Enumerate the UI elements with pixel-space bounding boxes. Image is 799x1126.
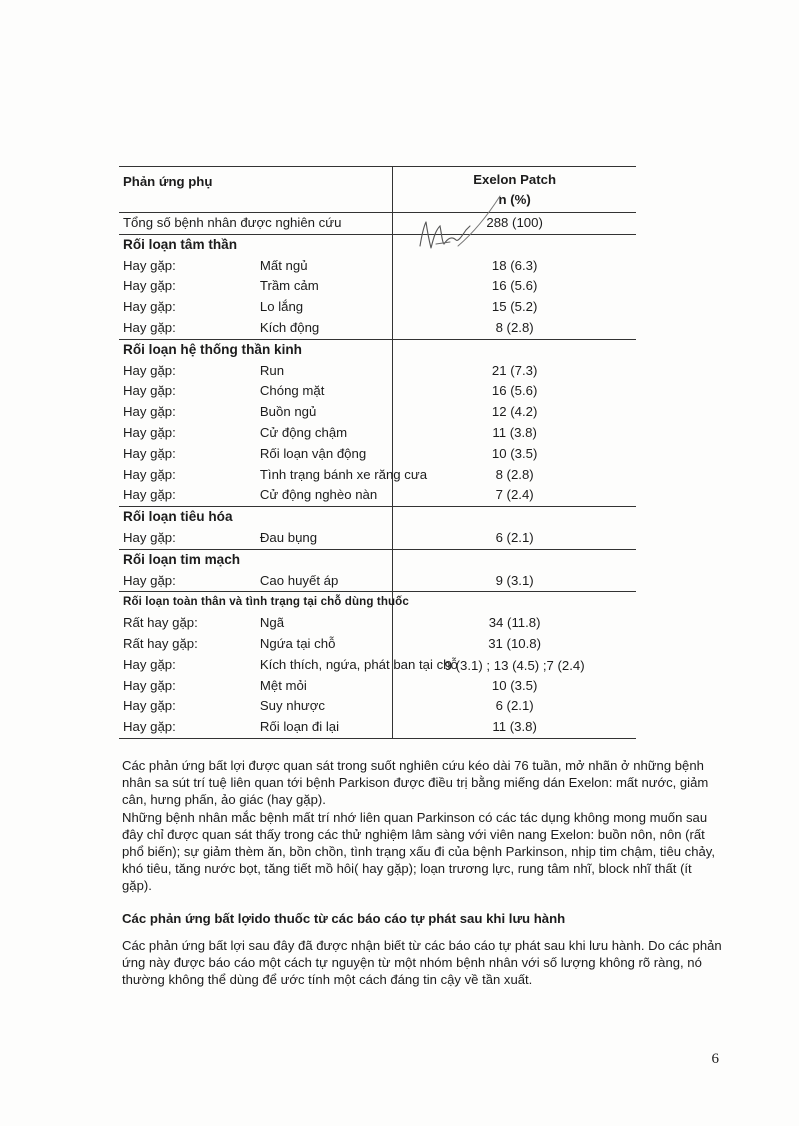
table-row [119,318,636,339]
frequency-cell: Hay gặp: [123,487,176,503]
value-cell: 7 (2.4) [393,485,636,506]
value-cell: 9 (3.1) ; 13 (4.5) ;7 (2.4) [393,655,636,676]
header-column-unit: n (%) [498,192,531,207]
reaction-cell: Kích thích, ngứa, phát ban tại chỗ [259,656,458,672]
reaction-cell: Buồn ngủ [259,404,317,420]
handwritten-signature [400,186,510,264]
value-cell: 10 (3.5) [393,676,636,697]
category-row [119,507,636,528]
value-cell: 8 (2.8) [393,465,636,486]
frequency-cell: Hay gặp: [123,319,176,335]
table-row [119,381,636,402]
value-cell: 16 (5.6) [393,276,636,297]
frequency-cell: Hay gặp: [123,656,176,672]
frequency-cell: Hay gặp: [123,445,176,461]
frequency-cell: Hay gặp: [123,677,176,693]
table-body [119,167,636,739]
note-paragraph-2: Những bệnh nhân mắc bệnh mất trí nhớ liên quan Parkinson có các tác dụng không mong muốn sau đây chỉ được quan sát thấy trong các thử nghiệm lâm sàng với viên nang Exelon: buồn nôn, nôn (rất phổ biến); sự giảm thèm ăn, bồn chồn, tình trạng xấu đi của bệnh Parkinson, nhịp tim chậm, tiêu chảy, khó tiêu, tăng nước bọt, tăng tiết mồ hôi( hay gặp); loạn trương lực, rung tâm nhĩ, block nhĩ thất (ít gặp). [122,809,715,894]
value-cell: 16 (5.6) [393,381,636,402]
table-row [119,402,636,423]
category-row [119,549,636,570]
table-header-row [119,167,636,213]
value-cell: 6 (2.1) [393,528,636,549]
table-row [119,485,636,506]
frequency-cell: Hay gặp: [123,299,176,315]
category-value-empty [393,339,636,360]
category-name: Rối loạn tâm thần [119,234,393,255]
value-cell: 8 (2.8) [393,318,636,339]
postmarketing-section [122,937,722,989]
category-name: Rối loạn tiêu hóa [119,507,393,528]
total-label: Tổng số bệnh nhân được nghiên cứu [119,213,393,235]
frequency-cell: Hay gặp: [123,362,176,378]
reaction-cell: Kích động [259,319,320,335]
category-row [119,234,636,255]
table-row [119,361,636,382]
notes-section [122,757,722,895]
value-cell: 34 (11.8) [393,613,636,634]
value-cell: 15 (5.2) [393,297,636,318]
value-cell: 6 (2.1) [393,696,636,717]
value-cell: 18 (6.3) [393,256,636,277]
table-row [119,423,636,444]
frequency-cell: Hay gặp: [123,466,176,482]
reaction-cell: Lo lắng [259,299,304,315]
table-row [119,444,636,465]
table-row [119,634,636,655]
reaction-cell: Rối loạn đi lại [256,717,393,738]
adverse-reactions-table [119,166,636,739]
table-row [119,613,636,634]
reaction-cell: Ngã [259,615,285,631]
frequency-cell: Rất hay gặp: [123,615,198,631]
frequency-cell: Hay gặp: [123,529,176,545]
reaction-cell: Cao huyết áp [259,572,339,588]
total-row [119,213,636,235]
table-row [119,676,636,697]
table-row [119,528,636,549]
table-row [119,276,636,297]
value-cell: 10 (3.5) [393,444,636,465]
reaction-cell: Mất ngủ [259,257,308,273]
table-row [119,717,636,738]
value-cell: 12 (4.2) [393,402,636,423]
value-cell: 9 (3.1) [393,571,636,592]
note-paragraph-1: Các phản ứng bất lợi được quan sát trong suốt nghiên cứu kéo dài 76 tuần, mở nhãn ở những bệnh nhân sa sút trí tuệ liên quan tới bệnh Parkison được điều trị bằng miếng dán Exelon: mất nước, giảm cân, hưng phấn, ảo giác (hay gặp). [122,758,709,808]
table-row [119,571,636,592]
table-row [119,297,636,318]
reaction-cell: Suy nhược [259,698,326,714]
frequency-cell: Hay gặp: [123,257,176,273]
frequency-cell: Hay gặp: [123,278,176,294]
reaction-cell: Ngứa tại chỗ [259,635,336,651]
postmarketing-heading: Các phản ứng bất lợido thuốc từ các báo cáo tự phát sau khi lưu hành [122,911,566,926]
frequency-cell: Rất hay gặp: [123,635,198,651]
total-value: 288 (100) [393,213,636,235]
table-row [119,256,636,277]
table-row [119,655,636,676]
reaction-cell: Cử động chậm [259,424,348,440]
frequency-cell: Hay gặp: [123,424,176,440]
reaction-cell: Tình trạng bánh xe răng cưa [259,466,428,482]
postmarketing-body: Các phản ứng bất lợi sau đây đã được nhận biết từ các báo cáo tự phát sau khi lưu hành. Do các phản ứng này được báo cáo một cách tự nguyện từ một nhóm bệnh nhân với số lượng không rõ ràng, nó thường không thể dùng để ước tính một cách đáng tin cậy về tần xuất. [122,938,722,988]
frequency-cell: Hay gặp: [123,698,176,714]
frequency-cell: Hay gặp: [123,404,176,420]
reaction-cell: Chóng mặt [259,383,325,399]
category-value-empty [393,549,636,570]
reaction-cell: Đau bụng [259,529,318,545]
reaction-cell: Cử động nghèo nàn [259,487,378,503]
category-name: Rối loạn hệ thống thần kinh [119,339,393,360]
category-value-empty [393,507,636,528]
value-cell: 21 (7.3) [393,361,636,382]
category-value-empty [393,592,636,613]
table-row [119,696,636,717]
reaction-cell: Mệt mỏi [259,677,307,693]
frequency-cell: Hay gặp: [123,572,176,588]
frequency-cell: Hay gặp: [119,717,256,738]
frequency-cell: Hay gặp: [123,383,176,399]
value-cell: 11 (3.8) [393,717,636,738]
header-label: Phản ứng phụ [119,167,393,213]
reaction-cell: Rối loạn vận động [259,445,367,461]
reaction-cell: Run [259,362,285,378]
page-number: 6 [711,1051,719,1067]
header-column-title: Exelon Patch [473,172,557,187]
value-cell: 31 (10.8) [393,634,636,655]
reaction-cell: Trầm cảm [259,278,319,294]
category-name: Rối loạn toàn thân và tình trạng tại chỗ dùng thuốc [119,592,393,613]
category-row [119,592,636,613]
category-name: Rối loạn tim mạch [119,549,393,570]
value-cell: 11 (3.8) [393,423,636,444]
category-row [119,339,636,360]
table-row [119,465,636,486]
